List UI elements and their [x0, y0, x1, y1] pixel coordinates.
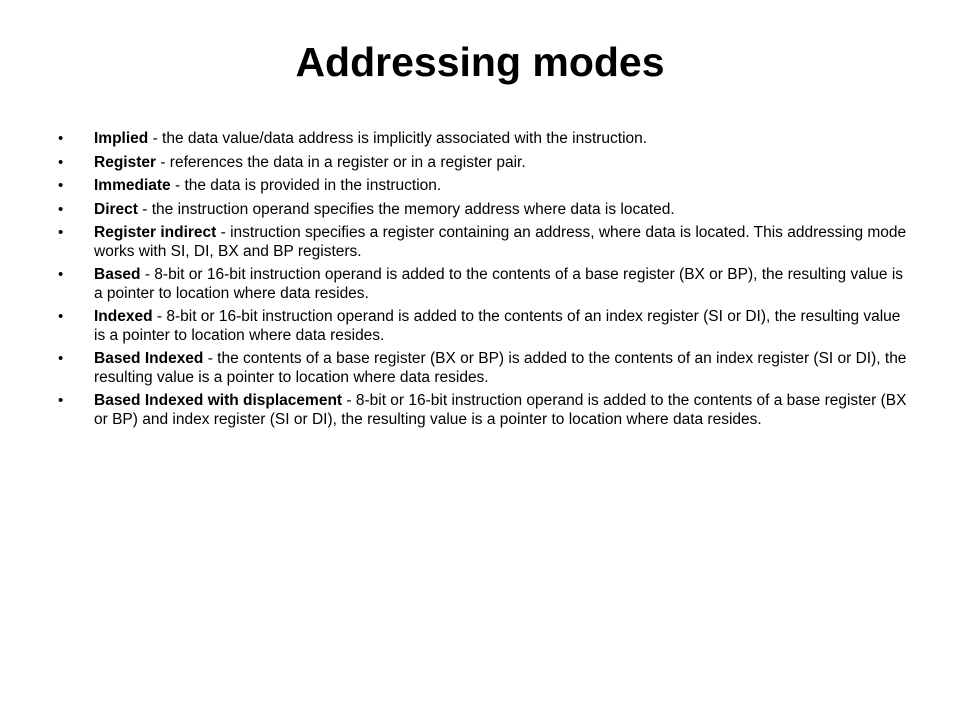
bullet-icon: • [58, 350, 64, 367]
bullet-term: Register indirect [94, 224, 217, 241]
bullet-text: - references the data in a register or in a register pair. [156, 153, 526, 171]
bullet-text: - 8-bit or 16-bit instruction operand is added to the contents of an index register (SI or DI), the resulting value is a pointer to location where data resides. [94, 308, 901, 344]
bullet-term: Register [94, 153, 157, 171]
bullet-term: Indexed [94, 308, 153, 325]
bullet-icon: • [58, 153, 64, 171]
bullet-text: - 8-bit or 16-bit instruction operand is added to the contents of a base register (BX or BP) and index register (SI or DI), the resulting value is a pointer to location where data resides. [94, 392, 907, 428]
bullet-icon: • [58, 266, 64, 283]
slide-title: Addressing modes [295, 39, 665, 85]
bullet-text: - the contents of a base register (BX or BP) is added to the contents of an index register (SI or DI), the resulting value is a pointer to location where data resides. [94, 350, 907, 386]
bullet-icon: • [58, 224, 64, 241]
bullet-text: - the data value/data address is implicitly associated with the instruction. [148, 130, 648, 147]
bullet-term: Implied [94, 130, 149, 147]
bullet-item-based-indexed-displacement [58, 392, 908, 429]
bullet-term: Based Indexed with displacement [94, 392, 343, 409]
bullet-item-based-indexed [58, 350, 908, 387]
bullet-item-register [58, 154, 908, 173]
bullet-item-register-indirect [58, 224, 908, 261]
bullet-term: Direct [94, 200, 138, 218]
bullet-icon: • [58, 308, 64, 325]
bullet-term: Based [94, 266, 141, 283]
bullet-term: Based Indexed [94, 350, 204, 367]
bullet-item-indexed [58, 308, 908, 345]
bullet-item-implied [58, 130, 908, 149]
bullet-text: - the data is provided in the instruction. [170, 177, 442, 194]
bullet-item-direct [58, 201, 908, 220]
bullet-icon: • [58, 130, 64, 147]
bullet-term: Immediate [94, 177, 171, 194]
bullet-list [58, 130, 908, 434]
bullet-text: - 8-bit or 16-bit instruction operand is added to the contents of a base register (BX or BP), the resulting value is a pointer to location where data resides. [94, 266, 904, 302]
bullet-icon: • [58, 392, 64, 409]
bullet-item-immediate [58, 177, 908, 196]
bullet-item-based [58, 266, 908, 303]
bullet-icon: • [58, 200, 64, 218]
bullet-text: - instruction specifies a register containing an address, where data is located. This addressing mode works with SI, DI, BX and BP registers. [94, 224, 907, 260]
bullet-text: - the instruction operand specifies the memory address where data is located. [137, 200, 675, 218]
bullet-icon: • [58, 177, 64, 194]
